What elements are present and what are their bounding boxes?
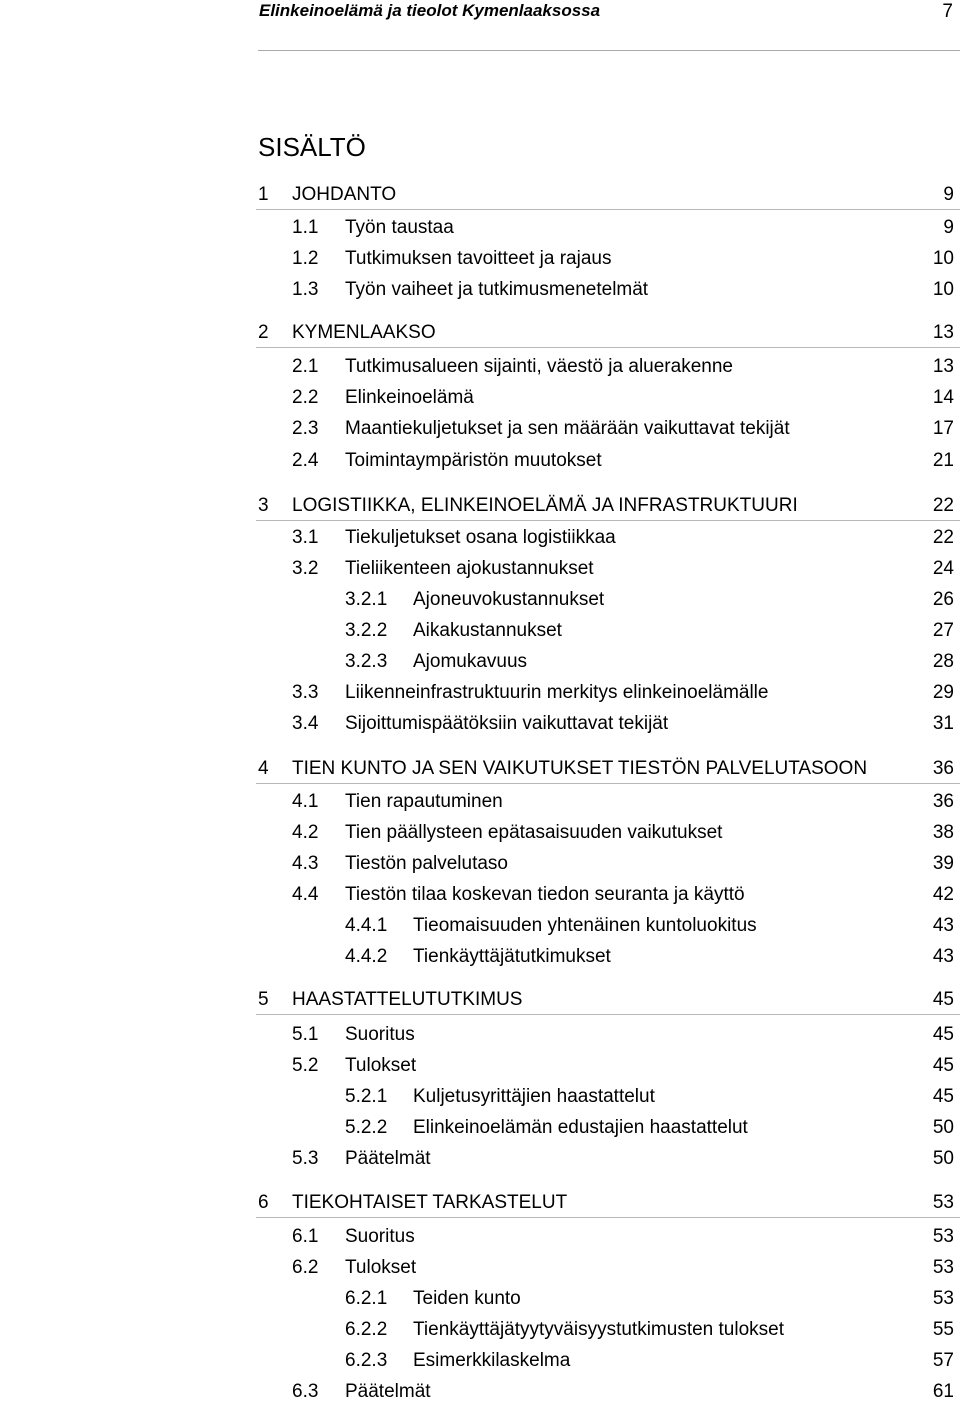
toc-entry-number: 1.3 <box>292 279 319 300</box>
toc-entry-number: 4.4.1 <box>345 915 388 936</box>
toc-entry-page: 45 <box>932 1024 954 1045</box>
toc-entry-5-1 <box>0 1020 960 1050</box>
toc-entry-title: Tien rapautuminen <box>345 791 503 812</box>
toc-entry-2-2 <box>0 383 960 413</box>
toc-entry-page: 29 <box>932 682 954 703</box>
toc-entry-title: Päätelmät <box>345 1381 431 1402</box>
toc-entry-5-3 <box>0 1144 960 1174</box>
toc-entry-number: 1 <box>258 184 269 205</box>
toc-entry-2 <box>0 318 960 348</box>
toc-entry-number: 6.2.2 <box>345 1319 388 1340</box>
toc-entry-4-4-2 <box>0 942 960 972</box>
toc-entry-title: Aikakustannukset <box>413 620 562 641</box>
toc-entry-title: Tiekuljetukset osana logistiikkaa <box>345 527 616 548</box>
toc-entry-title: Tulokset <box>345 1055 417 1076</box>
toc-entry-page: 9 <box>943 217 954 238</box>
toc-entry-page: 22 <box>932 527 954 548</box>
toc-entry-6-3 <box>0 1377 960 1407</box>
toc-entry-title: Tieliikenteen ajokustannukset <box>345 558 594 579</box>
toc-entry-number: 4.4 <box>292 884 319 905</box>
toc-entry-page: 27 <box>932 620 954 641</box>
toc-entry-title: Työn taustaa <box>345 217 454 238</box>
toc-entry-page: 14 <box>932 387 954 408</box>
toc-entry-2-4 <box>0 446 960 476</box>
toc-entry-4-4-1 <box>0 911 960 941</box>
toc-entry-page: 57 <box>932 1350 954 1371</box>
toc-entry-number: 6.2 <box>292 1257 319 1278</box>
toc-entry-page: 42 <box>932 884 954 905</box>
toc-entry-page: 55 <box>932 1319 954 1340</box>
toc-entry-5-2-1 <box>0 1082 960 1112</box>
toc-entry-page: 50 <box>932 1148 954 1169</box>
toc-entry-number: 5.2.2 <box>345 1117 388 1138</box>
toc-entry-page: 10 <box>932 248 954 269</box>
toc-entry-number: 5.1 <box>292 1024 319 1045</box>
toc-entry-page: 10 <box>932 279 954 300</box>
toc-entry-page: 53 <box>932 1288 954 1309</box>
toc-entry-title: Tiestön palvelutaso <box>345 853 509 874</box>
toc-entry-title: JOHDANTO <box>292 184 397 205</box>
toc-entry-page: 31 <box>932 713 954 734</box>
toc-entry-number: 6 <box>258 1192 269 1213</box>
toc-entry-number: 6.3 <box>292 1381 319 1402</box>
toc-entry-number: 2.2 <box>292 387 319 408</box>
toc-entry-page: 45 <box>932 1055 954 1076</box>
toc-entry-title: Sijoittumispäätöksiin vaikuttavat tekijät <box>345 713 669 734</box>
toc-entry-title: Tieomaisuuden yhtenäinen kuntoluokitus <box>413 915 757 936</box>
toc-entry-page: 50 <box>932 1117 954 1138</box>
toc-entry-title: Ajomukavuus <box>413 651 528 672</box>
toc-entry-title: Tutkimusalueen sijainti, väestö ja aluerakenne <box>345 356 733 377</box>
toc-entry-5-2 <box>0 1051 960 1081</box>
toc-entry-number: 4.2 <box>292 822 319 843</box>
toc-entry-page: 61 <box>932 1381 954 1402</box>
toc-entry-title: Teiden kunto <box>413 1288 521 1309</box>
toc-entry-title: Tien päällysteen epätasaisuuden vaikutukset <box>345 822 723 843</box>
toc-entry-1-3 <box>0 275 960 305</box>
toc-entry-page: 39 <box>932 853 954 874</box>
toc-entry-page: 38 <box>932 822 954 843</box>
toc-entry-title: Elinkeinoelämä <box>345 387 474 408</box>
toc-entry-4-3 <box>0 849 960 879</box>
toc-entry-number: 3.2.2 <box>345 620 388 641</box>
toc-entry-page: 45 <box>932 989 954 1010</box>
toc-entry-5 <box>0 985 960 1015</box>
toc-entry-page: 24 <box>932 558 954 579</box>
toc-entry-title: Suoritus <box>345 1024 415 1045</box>
toc-entry-3-2 <box>0 554 960 584</box>
toc-entry-6-2-2 <box>0 1315 960 1345</box>
toc-entry-title: Tienkäyttäjätyytyväisyystutkimusten tulokset <box>413 1319 784 1340</box>
toc-entry-6-1 <box>0 1222 960 1252</box>
toc-entry-title: Tutkimuksen tavoitteet ja rajaus <box>345 248 612 269</box>
toc-entry-page: 53 <box>932 1257 954 1278</box>
toc-entry-number: 4.4.2 <box>345 946 388 967</box>
toc-entry-page: 36 <box>932 791 954 812</box>
running-header-title: Elinkeinoelämä ja tieolot Kymenlaaksossa <box>259 1 601 20</box>
toc-entry-1-2 <box>0 244 960 274</box>
toc-entry-3-1 <box>0 523 960 553</box>
toc-entry-number: 3.3 <box>292 682 319 703</box>
toc-entry-3 <box>0 491 960 521</box>
toc-entry-number: 3.1 <box>292 527 319 548</box>
toc-entry-page: 13 <box>932 322 954 343</box>
toc-entry-title: TIEN KUNTO JA SEN VAIKUTUKSET TIESTÖN PALVELUTASOON <box>292 758 868 779</box>
toc-entry-number: 6.1 <box>292 1226 319 1247</box>
toc-entry-title: Maantiekuljetukset ja sen määrään vaikuttavat tekijät <box>345 418 790 439</box>
toc-entry-2-3 <box>0 414 960 444</box>
toc-entry-6-2 <box>0 1253 960 1283</box>
toc-title: SISÄLTÖ <box>258 132 366 162</box>
toc-entry-number: 4 <box>258 758 269 779</box>
toc-entry-page: 28 <box>932 651 954 672</box>
page-number: 7 <box>942 1 953 22</box>
toc-entry-number: 6.2.1 <box>345 1288 388 1309</box>
toc-entry-title: KYMENLAAKSO <box>292 322 436 343</box>
toc-entry-number: 5.2 <box>292 1055 319 1076</box>
toc-entry-page: 9 <box>943 184 954 205</box>
toc-entry-title: TIEKOHTAISET TARKASTELUT <box>292 1192 568 1213</box>
toc-entry-title: Elinkeinoelämän edustajien haastattelut <box>413 1117 748 1138</box>
toc-entry-number: 4.3 <box>292 853 319 874</box>
toc-entry-number: 2.3 <box>292 418 319 439</box>
toc-entry-page: 43 <box>932 915 954 936</box>
toc-entry-number: 3.2 <box>292 558 319 579</box>
toc-entry-title: Kuljetusyrittäjien haastattelut <box>413 1086 655 1107</box>
toc-entry-6-2-3 <box>0 1346 960 1376</box>
toc-entry-page: 17 <box>932 418 954 439</box>
toc-entry-title: Toimintaympäristön muutokset <box>345 450 602 471</box>
toc-entry-4-2 <box>0 818 960 848</box>
toc-entry-title: Liikenneinfrastruktuurin merkitys elinkeinoelämälle <box>345 682 769 703</box>
toc-entry-number: 2.1 <box>292 356 319 377</box>
toc-entry-number: 3.2.3 <box>345 651 388 672</box>
toc-entry-3-2-3 <box>0 647 960 677</box>
toc-entry-title: Esimerkkilaskelma <box>413 1350 571 1371</box>
toc-entry-6 <box>0 1188 960 1218</box>
toc-entry-2-1 <box>0 352 960 382</box>
toc-entry-3-2-2 <box>0 616 960 646</box>
toc-entry-number: 4.1 <box>292 791 319 812</box>
toc-entry-number: 2 <box>258 322 269 343</box>
toc-entry-number: 2.4 <box>292 450 319 471</box>
toc-entry-3-2-1 <box>0 585 960 615</box>
toc-entry-1-1 <box>0 213 960 243</box>
toc-entry-title: LOGISTIIKKA, ELINKEINOELÄMÄ JA INFRASTRUKTUURI <box>292 495 798 516</box>
toc-entry-title: Tienkäyttäjätutkimukset <box>413 946 611 967</box>
toc-entry-6-2-1 <box>0 1284 960 1314</box>
toc-entry-3-3 <box>0 678 960 708</box>
toc-entry-1 <box>0 180 960 210</box>
toc-entry-page: 53 <box>932 1226 954 1247</box>
toc-entry-number: 6.2.3 <box>345 1350 388 1371</box>
toc-entry-4-1 <box>0 787 960 817</box>
toc-entry-number: 5 <box>258 989 269 1010</box>
toc-entry-page: 21 <box>932 450 954 471</box>
toc-entry-title: Työn vaiheet ja tutkimusmenetelmät <box>345 279 649 300</box>
toc-entry-number: 1.1 <box>292 217 319 238</box>
toc-entry-4-4 <box>0 880 960 910</box>
toc-entry-title: HAASTATTELUTUTKIMUS <box>292 989 523 1010</box>
toc-entry-page: 53 <box>932 1192 954 1213</box>
toc-entry-page: 45 <box>932 1086 954 1107</box>
toc-entry-5-2-2 <box>0 1113 960 1143</box>
toc-entry-number: 1.2 <box>292 248 319 269</box>
toc-entry-page: 43 <box>932 946 954 967</box>
toc-entry-page: 22 <box>932 495 954 516</box>
toc-entry-page: 36 <box>932 758 954 779</box>
toc-entry-number: 3.4 <box>292 713 319 734</box>
toc-entry-title: Tiestön tilaa koskevan tiedon seuranta ja käyttö <box>345 884 745 905</box>
toc-entry-page: 13 <box>932 356 954 377</box>
toc-entry-number: 3 <box>258 495 269 516</box>
toc-entry-4 <box>0 754 960 784</box>
toc-entry-page: 26 <box>932 589 954 610</box>
toc-entry-title: Tulokset <box>345 1257 417 1278</box>
toc-entry-title: Päätelmät <box>345 1148 431 1169</box>
toc-entry-title: Suoritus <box>345 1226 415 1247</box>
toc-entry-3-4 <box>0 709 960 739</box>
toc-entry-number: 5.2.1 <box>345 1086 388 1107</box>
toc-entry-number: 3.2.1 <box>345 589 388 610</box>
toc-entry-title: Ajoneuvokustannukset <box>413 589 605 610</box>
toc-entry-number: 5.3 <box>292 1148 319 1169</box>
